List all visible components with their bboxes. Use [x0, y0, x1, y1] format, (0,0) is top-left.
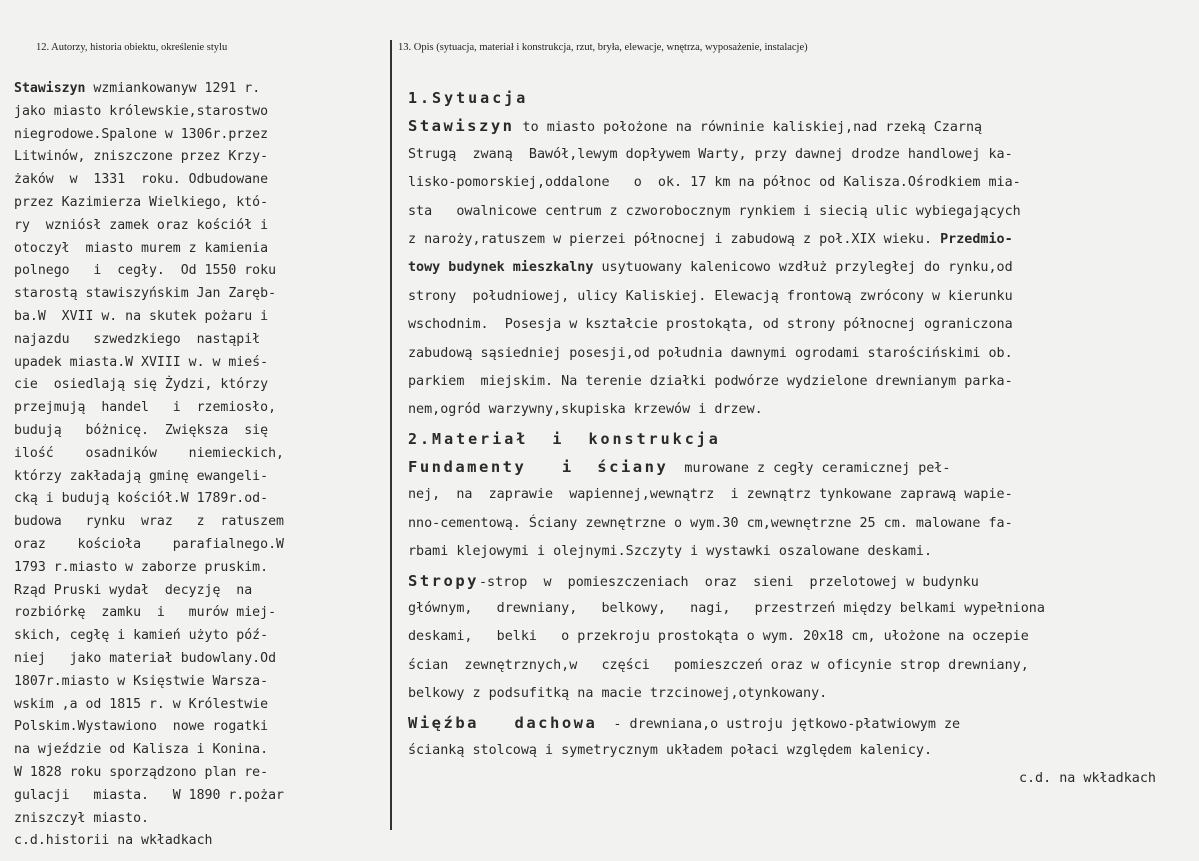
history-line: cką i budują kościół.W 1789r.od-: [14, 491, 269, 507]
description-line: sta owalnicowe centrum z czworobocznym rynkiem i siecią ulic wybiegających: [408, 203, 1021, 219]
history-line: Litwinów, zniszczone przez Krzy-: [14, 149, 269, 165]
history-line: polnego i cegły. Od 1550 roku: [14, 263, 277, 279]
history-line: na wjeździe od Kalisza i Konina.: [14, 742, 269, 758]
history-line: starostą stawiszyńskim Jan Zaręb-: [14, 286, 277, 302]
history-line: skich, cegłę i kamień użyto póź-: [14, 628, 269, 644]
section-heading-situation: 1.Sytuacja: [408, 89, 529, 107]
description-line: strony południowej, ulicy Kaliskiej. Elewacją frontową zwrócony w kierunku: [408, 288, 1013, 304]
description-line: towy budynek mieszkalny usytuowany kalenicowo wzdłuż przyległej do rynku,od: [408, 260, 1013, 276]
history-continuation-note: c.d.historii na wkładkach: [14, 833, 213, 849]
description-line: Stawiszyn to miasto położone na równinie kaliskiej,nad rzeką Czarną: [408, 117, 983, 136]
description-line: Stropy-strop w pomieszczeniach oraz sieni przelotowej w budynku: [408, 571, 979, 590]
history-text: [14, 78, 344, 853]
history-line: Polskim.Wystawiono nowe rogatki: [14, 719, 269, 735]
history-line: W 1828 roku sporządzono plan re-: [14, 764, 269, 780]
history-town-name: Stawiszyn: [14, 81, 86, 96]
description-line: rbami klejowymi i olejnymi.Szczyty i wystawki oszalowane deskami.: [408, 544, 933, 560]
description-line: z naroży,ratuszem w pierzei północnej i zabudową z poł.XIX wieku. Przedmio-: [408, 231, 1013, 247]
column-divider: [390, 40, 392, 830]
history-line: 1807r.miasto w Księstwie Warsza-: [14, 673, 269, 689]
history-line: żaków w 1331 roku. Odbudowane: [14, 172, 269, 188]
history-line: ilość osadników niemieckich,: [14, 445, 284, 461]
town-name-bold: Stawiszyn: [408, 117, 515, 136]
history-line: oraz kościoła parafialnego.W: [14, 536, 284, 552]
history-line: budują bóżnicę. Zwiększa się: [14, 422, 269, 438]
description-line: ścianką stolcową i symetrycznym układem połaci względem kalenicy.: [408, 742, 933, 758]
history-line: otoczył miasto murem z kamienia: [14, 240, 269, 256]
history-line: ry wzniósł zamek oraz kościół i: [14, 217, 269, 233]
history-line: upadek miasta.W XVIII w. w mieś-: [14, 354, 269, 370]
history-line: ba.W XVII w. na skutek pożaru i: [14, 308, 269, 324]
description-line: Fundamenty i ściany murowane z cegły ceramicznej peł-: [408, 458, 951, 477]
description-line: belkowy z podsufitką na macie trzcinowej,otynkowany.: [408, 686, 828, 702]
history-line: Rząd Pruski wydał decyzję na: [14, 582, 253, 598]
left-column-header: 12. Autorzy, historia obiektu, określenie stylu: [36, 42, 228, 53]
description-continuation-note: c.d. na wkładkach: [1018, 771, 1156, 787]
description-line: lisko-pomorskiej,oddalone o ok. 17 km na północ od Kalisza.Ośrodkiem mia-: [408, 175, 1021, 191]
description-line: deskami, belki o przekroju prostokąta o wym. 20x18 cm, ułożone na oczepie: [408, 629, 1029, 645]
description-line: parkiem miejskim. Na terenie działki podwórze wydzielone drewnianym parka-: [408, 373, 1013, 389]
description-line: nno-cementową. Ściany zewnętrzne o wym.30 cm,wewnętrzne 25 cm. malowane fa-: [408, 515, 1013, 531]
history-line: najazdu szwedzkiego nastąpił: [14, 331, 261, 347]
ceilings-heading: Stropy: [408, 571, 479, 590]
history-line: przejmują handel i rzemiosło,: [14, 400, 277, 416]
description-line: wschodnim. Posesja w kształcie prostokąta, od strony północnej ograniczona: [408, 317, 1013, 333]
history-line: niegrodowe.Spalone w 1306r.przez: [14, 126, 269, 142]
history-line: cie osiedlają się Żydzi, którzy: [14, 377, 269, 393]
history-line: budowa rynku wraz z ratuszem: [14, 514, 284, 530]
description-line: Więźba dachowa - drewniana,o ustroju jętkowo-płatwiowym ze: [408, 713, 961, 732]
history-line: wskim ,a od 1815 r. w Królestwie: [14, 696, 269, 712]
description-line: Strugą zwaną Bawół,lewym dopływem Warty, przy dawnej drodze handlowej ka-: [408, 146, 1013, 162]
history-line: którzy zakładają gminę ewangeli-: [14, 468, 269, 484]
history-line: jako miasto królewskie,starostwo: [14, 103, 269, 119]
history-line: przez Kazimierza Wielkiego, któ-: [14, 194, 269, 210]
history-line: zniszczył miasto.: [14, 810, 149, 826]
history-line: gulacji miasta. W 1890 r.pożar: [14, 787, 284, 803]
description-text: [408, 84, 1160, 794]
history-line: 1793 r.miasto w zaborze pruskim.: [14, 559, 269, 575]
description-line: zabudową sąsiedniej posesji,od południa dawnymi ogrodami starościńskimi ob.: [408, 345, 1013, 361]
section-heading-material: 2.Materiał i konstrukcja: [408, 429, 721, 448]
roof-truss-heading: Więźba dachowa: [408, 713, 598, 732]
description-line: nej, na zaprawie wapiennej,wewnątrz i zewnątrz tynkowane zaprawą wapie-: [408, 487, 1013, 503]
history-line: rozbiórkę zamku i murów miej-: [14, 605, 277, 621]
description-line: ścian zewnętrznych,w części pomieszczeń oraz w oficynie strop drewniany,: [408, 657, 1029, 673]
description-line: nem,ogród warzywny,skupiska krzewów i drzew.: [408, 402, 763, 418]
subject-building-bold: towy budynek mieszkalny: [408, 260, 594, 276]
description-line: głównym, drewniany, belkowy, nagi, przestrzeń między belkami wypełniona: [408, 601, 1045, 617]
history-line: Stawiszyn wzmiankowanyw 1291 r.: [14, 81, 261, 96]
foundations-heading: Fundamenty i ściany: [408, 458, 669, 477]
right-column-header: 13. Opis (sytuacja, materiał i konstrukcja, rzut, bryła, elewacje, wnętrza, wyposażenie, instalacje): [398, 42, 808, 53]
history-line: niej jako materiał budowlany.Od: [14, 650, 277, 666]
